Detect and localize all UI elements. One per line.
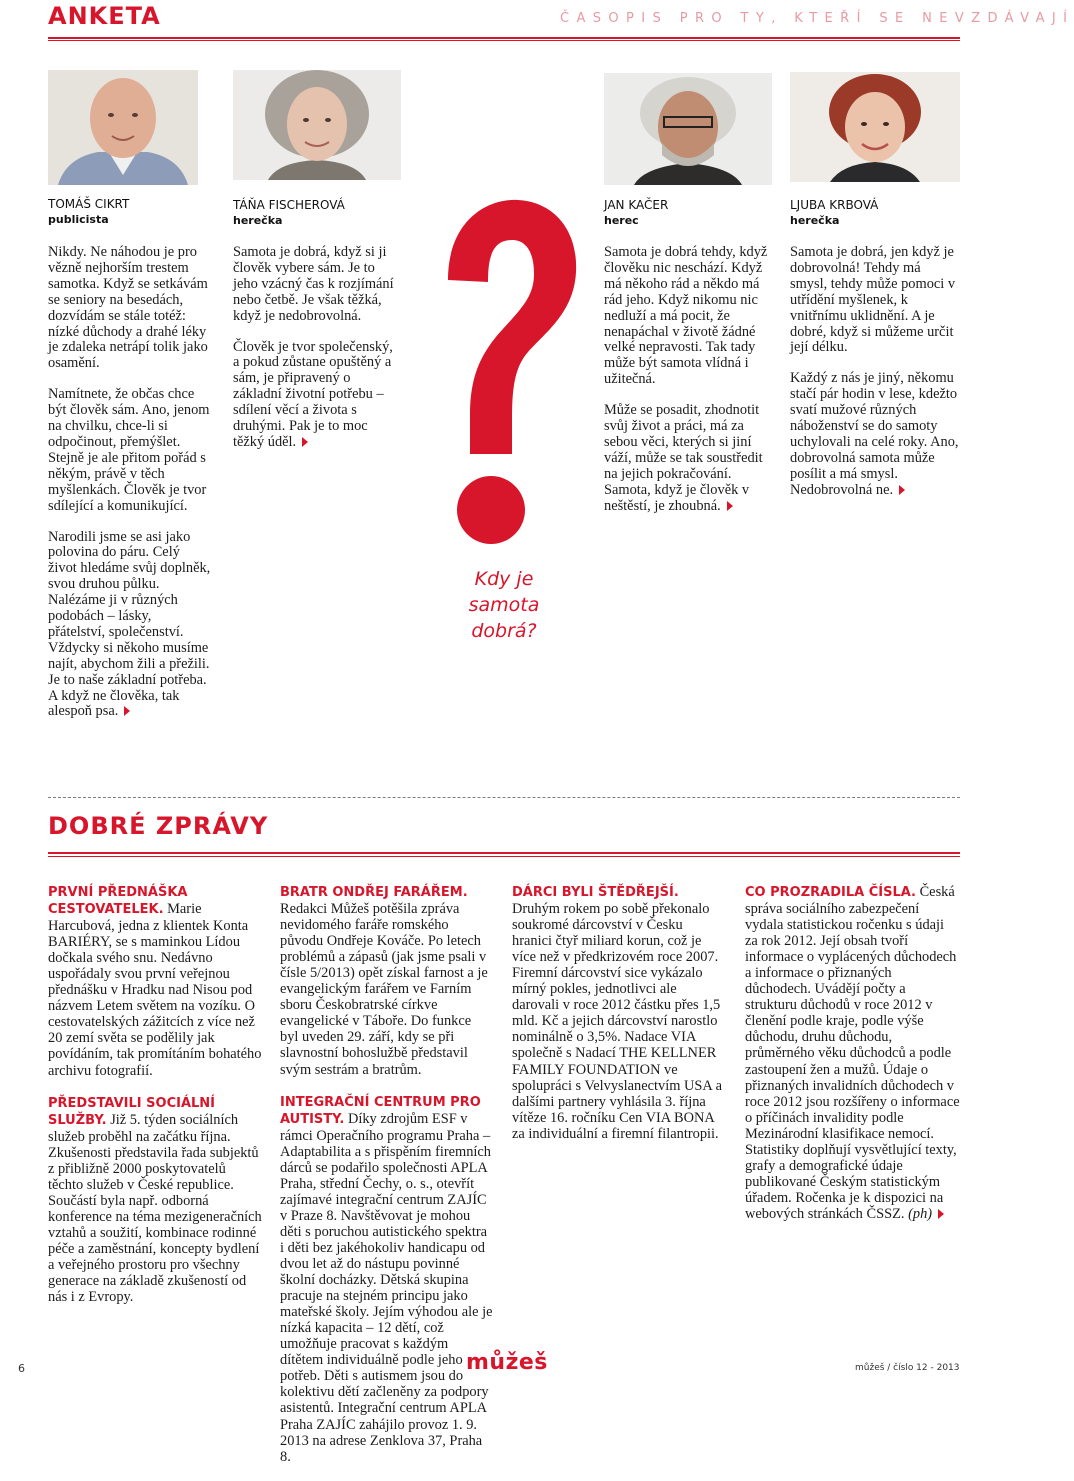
news-item <box>280 884 493 1078</box>
question-mark-graphic <box>430 192 580 567</box>
answer-text: Narodili jsme se asi jako polovina do páru. Celý život hledáme svůj doplněk, svou druhou půlku. Nalézáme ji v různých podobách – lásky, přátelství, společenství. Vždycky si někoho musíme najít, abychom žili a přežili. Je to naše základní potřeba. A když ne člověka, tak alespoň psa. <box>48 528 211 720</box>
answer-paragraph-last <box>604 403 774 514</box>
news-item <box>745 884 960 1222</box>
end-mark-icon <box>938 1209 944 1219</box>
person-name-fischerova <box>233 197 345 229</box>
end-mark-icon <box>302 437 308 447</box>
person-role: herečka <box>790 214 840 227</box>
header-rule-thin <box>48 40 960 41</box>
person-name: LJUBA KRBOVÁ <box>790 198 879 212</box>
answer-text: Může se posadit, zhodnotit svůj život a práci, má za sebou věci, kterých si jiní váží, může se tak soustředit na jejich pokračování. Samota, když je člověk v neštěstí, je zhoubná. <box>604 402 763 514</box>
page-number: 6 <box>18 1362 25 1375</box>
section-title-anketa: ANKETA <box>48 2 161 30</box>
magazine-logo: můžeš <box>466 1350 548 1375</box>
news-column-3 <box>512 884 726 1158</box>
answer-paragraph: Samota je dobrá, když si ji člověk vybere sám. Je to jeho vzácný čas k rozjímání nebo četbě. Je však těžká, když je nedobrovolná. <box>233 244 394 324</box>
person-name-cikrt <box>48 196 129 228</box>
photo-tana-fischerova <box>233 70 401 180</box>
end-mark-icon <box>899 485 905 495</box>
news-text: Marie Harcubová, jedna z klientek Konta BARIÉRY, se s maminkou Lídou dočkala svého snu. Nedávno uspořádaly svou první veřejnou přednášku v Hradku nad Nisou pod názvem Letem světem na vozíku. O cestovatelských zážitcích z více než 20 zemí světa se podělily jak povídáním, tak promítáním bohatého archivu fotografií. <box>48 901 262 1079</box>
section-rule <box>48 852 960 854</box>
person-role: herec <box>604 214 639 227</box>
person-name-kacer <box>604 197 668 229</box>
news-headline: INTEGRAČNÍ CENTRUM PRO AUTISTY. <box>280 1094 481 1127</box>
person-role: publicista <box>48 213 109 226</box>
news-headline: PRVNÍ PŘEDNÁŠKA CESTOVATELEK. <box>48 885 188 918</box>
person-name-krbova <box>790 197 878 229</box>
news-text: Česká správa sociálního zabezpečení vydala statistickou ročenku s údaji za rok 2012. Její obsah tvoří informace o vyplácených důchodech a informace o přiznaných důchodech. Uvádějí počty a strukturu důchodů v roce 2012 v členění podle kraje, podle výše důchodu, druhu důchodu, průměrného věku důchodců a podle zastoupení žen a mužů. Údaje o přiznaných invalidních důchodech v roce 2012 jsou rozšířeny o informace o příčinách invalidity podle Mezinárodní klasifikace nemocí. Statistiky doplňují vysvětlující texty, grafy a demografické údaje publikované Českým statistickým úřadem. Ročenka je k dispozici na webových stránkách ČSSZ. <box>745 884 960 1222</box>
answer-paragraph-last <box>790 371 960 498</box>
section-rule-thin <box>48 856 960 857</box>
news-headline: BRATR ONDŘEJ FARÁŘEM. <box>280 885 468 900</box>
person-name: TOMÁŠ CIKRT <box>48 197 130 211</box>
issue-info: můžeš / číslo 12 - 2013 <box>855 1363 960 1373</box>
news-item <box>48 1095 264 1306</box>
news-signature: (ph) <box>908 1205 933 1222</box>
end-mark-icon <box>124 706 130 716</box>
answer-text: Člověk je tvor společenský, a pokud zůstane opuštěný a sám, je připravený o základní životní potřebu – sdílení věcí a života s druhými. Pak je to moc těžký úděl. <box>233 338 393 450</box>
answer-paragraph: Namítnete, že občas chce být člověk sám. Ano, jenom na chvilku, chce-li si odpočinout, přemýšlet. Stejně je ale přitom pořád s někým, právě v těch myšlenkách. Člověk je tvor sdílející a komunikující. <box>48 386 210 514</box>
answer-paragraph: Samota je dobrá tehdy, když člověku nic neschází. Když má někoho rád a někdo má rád jeho. Když nikomu nic nedluží a má pocit, že nenapáchal v životě žádné velké nepravosti. Tak tady může být samota vlídná i užitečná. <box>604 244 768 388</box>
answer-paragraph: Nikdy. Ne náhodou je pro vězně nejhorším trestem samotka. Když se setkávám se seniory na besedách, dozvídám se stále totéž: nízké důchody a drahé léky je zdaleka netrápí tolik jako osamění. <box>48 244 208 372</box>
answer-krbova <box>790 245 960 514</box>
news-headline: CO PROZRADILA ČÍSLA. <box>745 885 916 900</box>
news-text: Díky zdrojům ESF v rámci Operačního programu Praha – Adaptabilita a s přispěním firemních dárců se podařilo společnosti APLA Praha, střední Čechy, o. s., otevřít zajímavé integrační centrum ZAJÍC v Praze 8. Navštěvovat je mohou děti s poruchou autistického spektra i děti bez jakéhokoliv handicapu od dvou let až do nástupu povinné školní docházky. Dětská skupina pracuje na stejném principu jako mateřské školy. Jejím výhodou ale je nízká kapacita – 12 dětí, což umožňuje pracovat s každým dítětem individuálně podle jeho potřeb. Děti s autismem jsou do kolektivu dětí začleněny za podpory asistentů. Integrační centrum APLA Praha ZAJÍC zahájilo provoz 1. 9. 2013 na adrese Zenklova 37, Praha 8. <box>280 1110 493 1465</box>
answer-text: Každý z nás je jiný, někomu stačí pár hodin v lese, kdežto svatí mužové různých náboženství se do samoty uchylovali na celé roky. Ano, dobrovolná samota může posílit a má smysl. Nedobrovolná ne. <box>790 370 959 498</box>
section-divider <box>48 797 960 798</box>
answer-paragraph: Samota je dobrá, jen když je dobrovolná! Tehdy má smysl, tehdy může pomoci v utřídění myšlenek, k vnitřnímu uklidnění. A je dobré, když si můžeme určit její délku. <box>790 244 956 356</box>
header-rule <box>48 37 960 39</box>
news-text: Druhým rokem po sobě překonalo soukromé dárcovství v Česku hranici čtyř miliard korun, což je více než v předkrizovém roce 2007. Firemní dárcovství sice vykázalo mírný pokles, jednotlivci ale darovali v roce 2012 částku přes 1,5 mld. Kč a jejich dárcovství narostlo nominálně o 3,5%. Nadace VIA společně s Nadací THE KELLNER FAMILY FOUNDATION ve spolupráci s Velvyslanectvím USA a dalšími partnery vyhlásila 3. října vítěze 16. ročníku Cen VIA BONA za individuální a firemní filantropii. <box>512 901 722 1142</box>
magazine-tagline: ČASOPIS PRO TY, KTEŘÍ SE NEVZDÁVAJÍ <box>560 11 1074 26</box>
answer-paragraph-last <box>48 530 211 721</box>
news-column-4 <box>745 884 960 1238</box>
end-mark-icon <box>727 501 733 511</box>
answer-fischerova <box>233 245 401 466</box>
news-column-2 <box>280 884 493 1481</box>
photo-jan-kacer <box>604 73 772 185</box>
news-headline: DÁRCI BYLI ŠTĚDŘEJŠÍ. <box>512 885 679 900</box>
section-title-dobre-zpravy: DOBRÉ ZPRÁVY <box>48 812 269 840</box>
person-name: JAN KAČER <box>604 198 669 212</box>
person-name: TÁŇA FISCHEROVÁ <box>233 198 345 212</box>
news-item-continued <box>512 884 726 1142</box>
news-item-continued <box>280 1094 493 1465</box>
answer-paragraph-last <box>233 340 401 451</box>
news-headline: PŘEDSTAVILI SOCIÁLNÍ SLUŽBY. <box>48 1095 216 1128</box>
answer-cikrt <box>48 245 211 735</box>
photo-tomas-cikrt <box>48 70 198 185</box>
news-text: Redakci Můžeš potěšila zpráva nevidomého faráře romského původu Ondřeje Kováče. Po letech problémů a zápasů (jak jsme psali v čísle 5/2013) opět získal farnost a je evangelickým farářem ve Farním sboru Českobratrské církve evangelické v Táboře. Do funkce byl uveden 29. září, kdy se při slavnostní bohoslužbě představil svým sestrám a bratrům. <box>280 901 488 1078</box>
news-column-1 <box>48 884 264 1321</box>
survey-question: Kdy je samota dobrá? <box>468 568 540 642</box>
photo-ljuba-krbova <box>790 72 960 182</box>
answer-kacer <box>604 245 774 530</box>
news-item <box>48 884 264 1079</box>
person-role: herečka <box>233 214 283 227</box>
news-text: Již 5. týden sociálních služeb proběhl na začátku října. Zkušenosti představila řada subjektů z přibližně 2000 poskytovatelů těchto služeb v České republice. Součástí byla např. odborná konference na téma mezigeneračních vztahů a soužití, kombinace rodinné péče a zaměstnání, koncepty bydlení a veřejného prostoru pro všechny generace na základě zkušeností od nás i z Evropy. <box>48 1111 262 1306</box>
